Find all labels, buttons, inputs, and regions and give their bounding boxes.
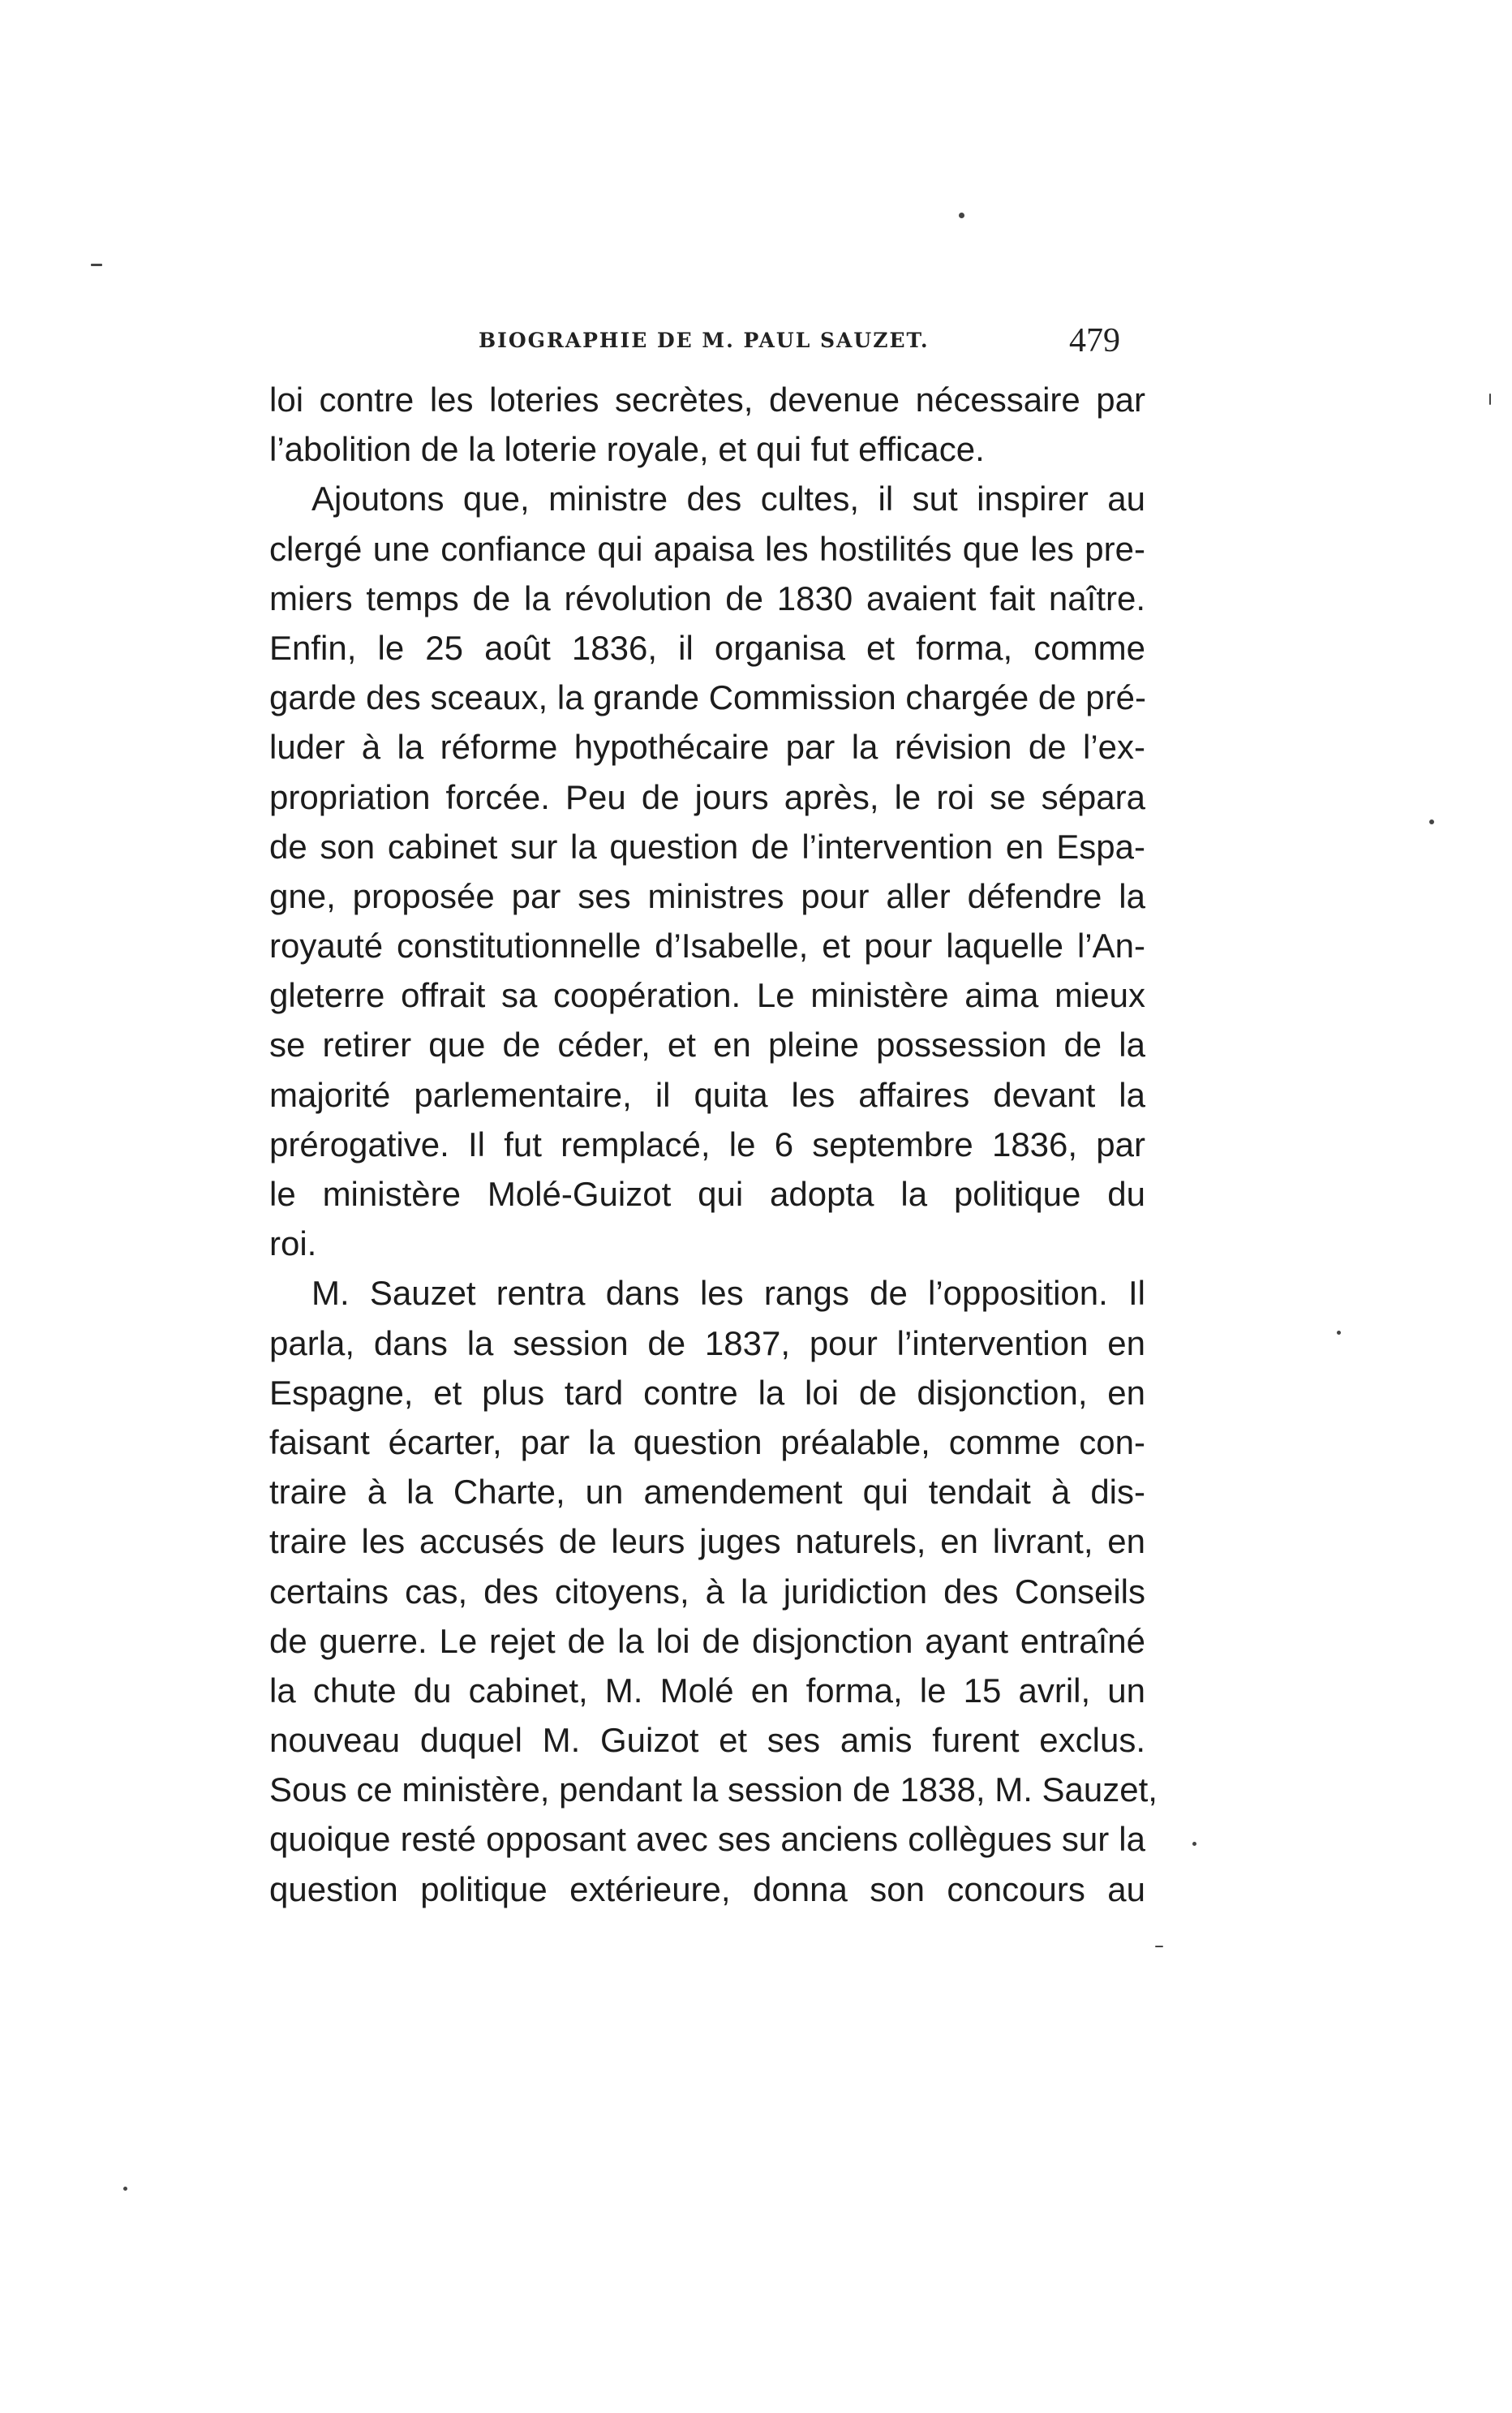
text-line: question politique extérieure, donna son concours au: [269, 1869, 1145, 1908]
page-number: 479: [1069, 322, 1120, 359]
text-line: parla, dans la session de 1837, pour l’intervention en: [269, 1323, 1145, 1362]
scan-speck: [959, 213, 964, 218]
text-line: de guerre. Le rejet de la loi de disjonction ayant entraîné: [269, 1621, 1145, 1660]
text-line: gne, proposée par ses ministres pour aller défendre la: [269, 876, 1145, 915]
scan-speck: [1155, 1946, 1163, 1947]
text-line: Sous ce ministère, pendant la session de 1838, M. Sauzet,: [269, 1770, 1158, 1809]
text-line: roi.: [269, 1224, 317, 1263]
scan-speck: [91, 264, 102, 266]
body-text: [269, 375, 1158, 1914]
text-line: le ministère Molé-Guizot qui adopta la politique du: [269, 1175, 1145, 1213]
scan-speck: [1489, 394, 1491, 405]
running-head: BIOGRAPHIE DE M. PAUL SAUZET.: [479, 329, 930, 352]
text-line: quoique resté opposant avec ses anciens collègues sur la: [269, 1820, 1145, 1859]
text-line: gleterre offrait sa coopération. Le ministère aima mieux: [269, 976, 1145, 1015]
text-line: royauté constitutionnelle d’Isabelle, et pour laquelle l’An-: [269, 927, 1145, 966]
text-line: de son cabinet sur la question de l’intervention en Espa-: [269, 827, 1145, 866]
text-line: garde des sceaux, la grande Commission chargée de pré-: [269, 678, 1146, 717]
text-line: loi contre les loteries secrètes, devenue nécessaire par: [269, 381, 1145, 419]
text-line: miers temps de la révolution de 1830 avaient fait naître.: [269, 579, 1145, 617]
text-line: traire à la Charte, un amendement qui tendait à dis-: [269, 1473, 1145, 1512]
scan-speck: [1429, 819, 1434, 824]
text-line: M. Sauzet rentra dans les rangs de l’opposition. Il: [311, 1274, 1145, 1313]
text-line: Espagne, et plus tard contre la loi de disjonction, en: [269, 1373, 1145, 1412]
text-line: la chute du cabinet, M. Molé en forma, le 15 avril, un: [269, 1671, 1145, 1710]
text-line: luder à la réforme hypothécaire par la révision de l’ex-: [269, 728, 1145, 767]
text-line: traire les accusés de leurs juges naturels, en livrant, en: [269, 1522, 1145, 1561]
scan-speck: [1192, 1842, 1196, 1846]
text-line: prérogative. Il fut remplacé, le 6 septembre 1836, par: [269, 1125, 1145, 1163]
text-line: clergé une confiance qui apaisa les hostilités que les pre-: [269, 529, 1145, 568]
text-line: Enfin, le 25 août 1836, il organisa et forma, comme: [269, 628, 1145, 667]
scan-speck: [123, 2187, 127, 2191]
scan-speck: [1337, 1331, 1341, 1335]
text-line: Ajoutons que, ministre des cultes, il sut inspirer au: [311, 480, 1145, 518]
text-line: l’abolition de la loterie royale, et qui fut efficace.: [269, 430, 985, 469]
text-line: faisant écarter, par la question préalable, comme con-: [269, 1422, 1145, 1461]
text-line: se retirer que de céder, et en pleine possession de la: [269, 1026, 1145, 1065]
text-line: majorité parlementaire, il quita les affaires devant la: [269, 1075, 1145, 1114]
text-line: certains cas, des citoyens, à la juridiction des Conseils: [269, 1572, 1145, 1611]
text-line: propriation forcée. Peu de jours après, le roi se sépara: [269, 777, 1145, 816]
text-line: nouveau duquel M. Guizot et ses amis furent exclus.: [269, 1721, 1145, 1760]
